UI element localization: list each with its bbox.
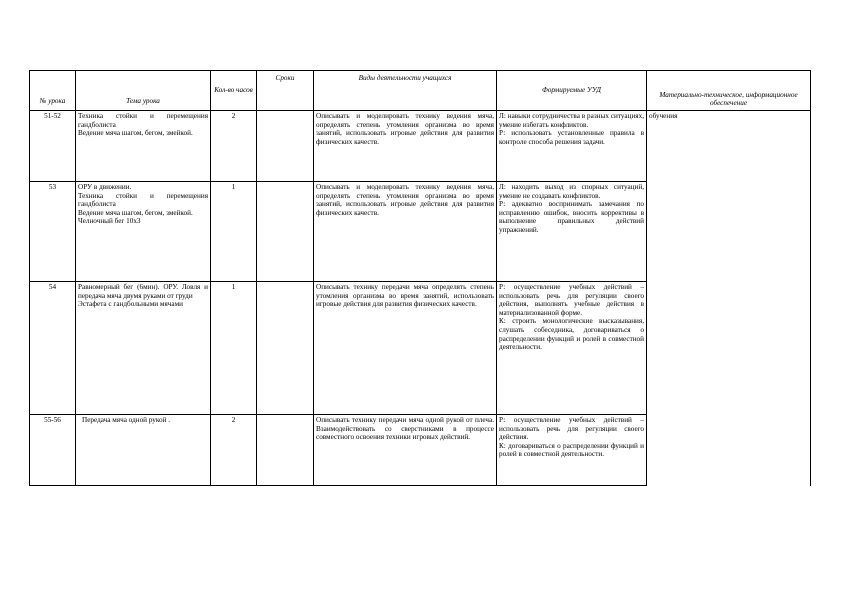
topic-line: Передача мяча одной рукой .: [82, 416, 171, 424]
uud-cell: [497, 415, 647, 486]
header-uud: Формируемые УУД: [497, 71, 647, 111]
dates-cell: [257, 282, 314, 415]
header-topic: Тема урока: [76, 71, 211, 111]
hours-cell: 2: [211, 111, 257, 182]
header-row: [30, 71, 811, 111]
table-row: [30, 282, 811, 415]
equipment-cell: обучения: [647, 111, 811, 182]
lesson-no-cell: 55-56: [30, 415, 76, 486]
header-dates: Сроки: [257, 71, 314, 111]
hours-cell: 1: [211, 282, 257, 415]
equipment-cell: [647, 282, 811, 415]
topic-cell: [76, 111, 211, 182]
activities-cell: Описывать и моделировать технику ведения мяча, определять степень утомления организма во время занятий, использовать игровые действия для развития физических качеств.: [314, 182, 497, 282]
uud-cell: [497, 182, 647, 282]
dates-cell: [257, 415, 314, 486]
uud-line: Л: находить выход из спорных ситуаций, умение не создавать конфликтов.: [499, 183, 644, 200]
lesson-no-cell: 53: [30, 182, 76, 282]
uud-cell: [497, 282, 647, 415]
hours-cell: 1: [211, 182, 257, 282]
topic-cell: [76, 415, 211, 486]
table-row: [30, 415, 811, 486]
topic-cell: [76, 182, 211, 282]
topic-line: Техника стойки и перемещения гандболиста: [78, 191, 208, 209]
topic-line: ОРУ в движении.: [78, 183, 132, 191]
topic-line: Ведение мяча шагом, бегом, змейкой.: [78, 129, 193, 138]
header-activities: Виды деятельности учащихся: [314, 71, 497, 111]
topic-line: Челночный бег 10х3: [78, 217, 141, 226]
topic-line: Ведение мяча шагом, бегом, змейкой.: [78, 208, 193, 217]
table-row: [30, 111, 811, 182]
topic-line: Техника стойки и перемещения гандболиста: [78, 112, 208, 129]
table-row: [30, 182, 811, 282]
uud-line: Р: использовать установленные правила в контроле способа решения задачи.: [499, 129, 644, 146]
topic-line: Эстафета с гандбольными мячами: [78, 300, 183, 309]
header-hours: Кол-во часов: [211, 71, 257, 111]
uud-line: Р: осуществление учебных действий – использовать речь для регуляции своего действия, выполнять учебные действия в материализованной форме.: [499, 283, 644, 317]
dates-cell: [257, 111, 314, 182]
uud-line: К: строить монологические высказывания, слушать собеседника, договариваться о распределении функций и ролей в совместной деятельности.: [499, 317, 644, 352]
uud-cell: [497, 111, 647, 182]
uud-line: Р: осуществление учебных действий – использовать речь для регуляции своего действия.: [499, 416, 644, 442]
hours-cell: 2: [211, 415, 257, 486]
dates-cell: [257, 182, 314, 282]
uud-line: К: договариваться о распределении функций и ролей в совместной деятельности.: [499, 441, 644, 459]
uud-line: Р: адекватно воспринимать замечания по исправлению ошибок, вносить коррективы в выполнение правильных действий упражнений.: [499, 200, 644, 234]
topic-cell: [76, 282, 211, 415]
header-lesson-no: № урока: [30, 71, 76, 111]
lesson-no-cell: 54: [30, 282, 76, 415]
lesson-plan-table-wrapper: [29, 70, 810, 486]
uud-line: Л: навыки сотрудничества в разных ситуациях, умение избегать конфликтов.: [499, 112, 644, 129]
activities-cell: Описывать и моделировать технику ведения мяча, определять степень утомления организма во время занятий, использовать игровые действия для развития физических качеств.: [314, 111, 497, 182]
activities-cell: Описывать технику передачи мяча определять степень утомления организма во время занятий, использовать игровые действия для развития физических качеств.: [314, 282, 497, 415]
equipment-cell: [647, 415, 811, 486]
header-equipment: Материально-техническое, информационное обеспечение: [647, 71, 811, 111]
activities-cell: Описывать технику передачи мяча одной рукой от плеча. Взаимодействовать со сверстниками в процессе совместного освоения техники игровых действий.: [314, 415, 497, 486]
equipment-cell: [647, 182, 811, 282]
topic-line: Равномерный бег (6мин). ОРУ. Ловля и передача мяча двумя руками от груди: [78, 283, 208, 300]
lesson-no-cell: 51-52: [30, 111, 76, 182]
lesson-plan-table: [29, 70, 811, 486]
